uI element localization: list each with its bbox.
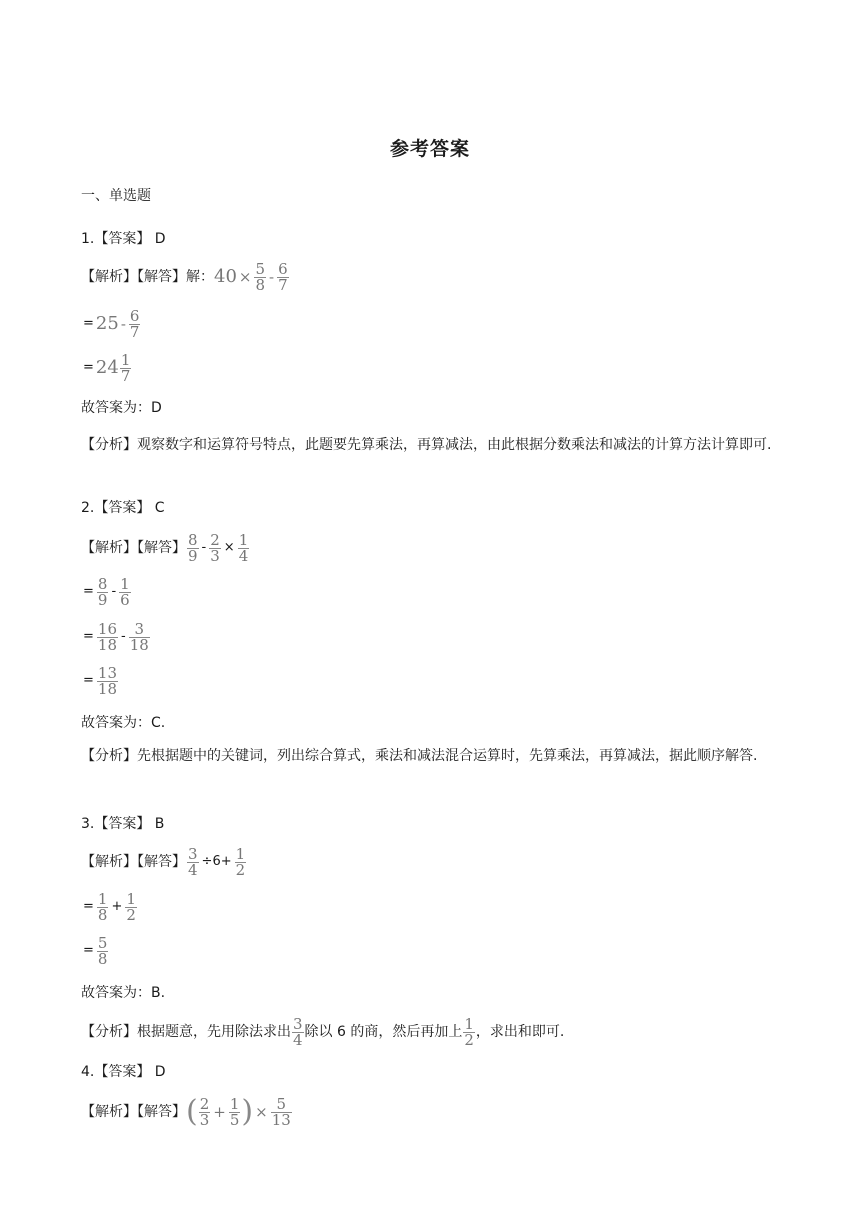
q3-step2-num: 5	[97, 933, 108, 952]
q3-step1-b-den: 2	[126, 905, 136, 924]
q4-right-paren: )	[241, 1094, 254, 1129]
q4-fraction-a	[199, 1094, 211, 1129]
q3-step2-den: 8	[97, 949, 108, 968]
q3-analysis-b-num: 1	[464, 1014, 474, 1033]
q3-fraction-a	[187, 844, 199, 879]
q2-step1-a-den: 9	[97, 590, 108, 609]
q2-step1-fraction-b	[119, 574, 131, 609]
q3-analysis-post: ，求出和即可.	[475, 1024, 565, 1040]
q3-step1-plus: +	[111, 899, 123, 914]
q1-answer: 1.【答案】 D	[81, 231, 166, 247]
q1-fraction-a-den: 8	[255, 275, 266, 294]
q3-step1-a-den: 8	[97, 905, 108, 924]
q3-step2-eq: =	[83, 943, 94, 958]
q3-step1-fraction-a	[97, 889, 109, 924]
q2-fraction-a-den: 9	[188, 546, 198, 565]
q1-step2-fraction	[120, 350, 132, 385]
q3-step1-fraction-b	[125, 889, 137, 924]
q3-fraction-b-num: 1	[235, 844, 246, 863]
q3-analysis	[81, 1015, 564, 1049]
q1-step2-num: 1	[120, 350, 131, 369]
q3-step1-a-num: 1	[97, 889, 108, 908]
q1-step1	[81, 307, 141, 341]
q3-div6: ÷6+	[201, 854, 232, 869]
q3-analysis-mid: 除以 6 的商，然后再加上	[304, 1024, 463, 1040]
q3-analysis-b-den: 2	[464, 1030, 474, 1049]
q1-solution-line	[81, 260, 290, 294]
q3-step2-fraction	[97, 933, 109, 968]
q4-jiexi-label: 【解析】【解答】	[81, 1104, 186, 1120]
q4-answer: 4.【答案】 D	[81, 1064, 166, 1080]
q3-fraction-b	[235, 844, 247, 879]
q2-fraction-c-num: 1	[238, 530, 249, 549]
q1-step1-int: 25	[95, 313, 119, 334]
q1-fraction-b-den: 7	[278, 275, 288, 294]
q4-fraction-a-num: 2	[199, 1094, 210, 1113]
q1-step1-fraction	[129, 306, 141, 341]
q2-step2-a-den: 18	[97, 635, 117, 654]
q3-analysis-a-num: 3	[293, 1014, 303, 1033]
q2-step2-b-den: 18	[129, 635, 149, 654]
q4-fraction-a-den: 3	[199, 1110, 210, 1129]
q2-step3-den: 18	[97, 679, 117, 698]
q2-step3-fraction	[97, 663, 118, 698]
q2-step1-fraction-a	[97, 574, 109, 609]
q2-fraction-b	[209, 530, 221, 565]
q4-left-paren: (	[186, 1094, 198, 1129]
q3-fraction-a-den: 4	[188, 860, 198, 879]
q2-step2-minus: -	[121, 629, 126, 644]
q4-plus: +	[213, 1103, 226, 1121]
q2-fraction-a-num: 8	[188, 530, 198, 549]
q3-fraction-a-num: 3	[188, 844, 198, 863]
q2-step3	[81, 664, 119, 698]
q4-fraction-b	[229, 1094, 241, 1129]
q1-step2-int: 24	[95, 357, 119, 378]
page-title: 参考答案	[389, 138, 470, 160]
q2-step2-fraction-a	[97, 619, 118, 654]
q4-times: ×	[255, 1103, 268, 1121]
q3-analysis-fraction-b	[463, 1014, 475, 1049]
q2-conclusion: 故答案为：C.	[81, 715, 166, 731]
q1-step1-minus: -	[120, 315, 126, 333]
q4-fraction-b-den: 5	[229, 1110, 240, 1129]
q4-fraction-b-num: 1	[229, 1094, 240, 1113]
q1-expr-int: 40	[214, 266, 237, 287]
q2-step2-eq: =	[83, 629, 94, 644]
q1-fraction-b-num: 6	[278, 259, 288, 278]
q4-fraction-c	[271, 1094, 292, 1129]
q2-fraction-c-den: 4	[238, 546, 249, 565]
q1-fraction-a	[254, 259, 266, 294]
q1-expr-minus: -	[269, 268, 275, 286]
q1-fraction-a-num: 5	[255, 259, 266, 278]
q3-analysis-pre: 【分析】根据题意，先用除法求出	[81, 1024, 291, 1040]
q2-step2	[81, 620, 151, 654]
q2-analysis: 【分析】先根据题中的关键词，列出综合算式，乘法和减法混合运算时，先算乘法，再算减法，据此顺序解答.	[81, 748, 758, 764]
q3-analysis-a-den: 4	[293, 1030, 303, 1049]
q2-jiexi-label: 【解析】【解答】	[81, 540, 186, 556]
q3-analysis-fraction-a	[292, 1014, 304, 1049]
q4-fraction-c-den: 13	[271, 1110, 291, 1129]
q1-step2	[81, 351, 132, 385]
q2-step1-b-den: 6	[120, 590, 130, 609]
q2-step3-num: 13	[97, 663, 117, 682]
q1-analysis: 【分析】观察数字和运算符号特点，此题要先算乘法，再算减法，由此根据分数乘法和减法的计算方法计算即可.	[81, 437, 772, 453]
q1-step1-eq: =	[83, 316, 94, 331]
q1-fraction-b	[277, 259, 289, 294]
q2-step2-a-num: 16	[97, 619, 117, 638]
q1-step1-num: 6	[129, 306, 140, 325]
q1-step2-den: 7	[120, 366, 131, 385]
q1-step1-den: 7	[129, 322, 140, 341]
q3-conclusion: 故答案为：B.	[81, 985, 166, 1001]
q1-jiexi-label: 【解析】【解答】解：	[81, 269, 214, 285]
q2-solution-line	[81, 531, 250, 565]
q2-step1-a-num: 8	[97, 574, 108, 593]
q3-jiexi-label: 【解析】【解答】	[81, 854, 186, 870]
q2-step2-fraction-b	[129, 619, 150, 654]
q2-step1	[81, 575, 132, 609]
q3-fraction-b-den: 2	[235, 860, 246, 879]
q2-fraction-a	[187, 530, 199, 565]
q2-step2-b-num: 3	[134, 619, 145, 638]
q2-fraction-b-num: 2	[210, 530, 220, 549]
q3-solution-line	[81, 845, 247, 879]
q2-step1-eq: =	[83, 584, 94, 599]
q2-times: ×	[223, 540, 235, 555]
q1-conclusion: 故答案为：D	[81, 400, 162, 416]
q3-step1-b-num: 1	[126, 889, 136, 908]
q4-solution-line	[81, 1092, 293, 1132]
q3-step1	[81, 890, 138, 924]
q3-step2	[81, 934, 109, 968]
q2-step3-eq: =	[83, 673, 94, 688]
q4-fraction-c-num: 5	[276, 1094, 286, 1113]
q1-expr-times: ×	[238, 268, 252, 286]
q2-fraction-b-den: 3	[210, 546, 220, 565]
q3-step1-eq: =	[83, 899, 94, 914]
q2-step1-minus: -	[111, 584, 117, 599]
section-heading: 一、单选题	[81, 188, 151, 204]
q2-step1-b-num: 1	[120, 574, 130, 593]
q2-minus: -	[201, 540, 207, 555]
q3-answer: 3.【答案】 B	[81, 816, 165, 832]
q2-fraction-c	[238, 530, 250, 565]
q2-answer: 2.【答案】 C	[81, 500, 165, 516]
q1-step2-eq: =	[83, 360, 94, 375]
